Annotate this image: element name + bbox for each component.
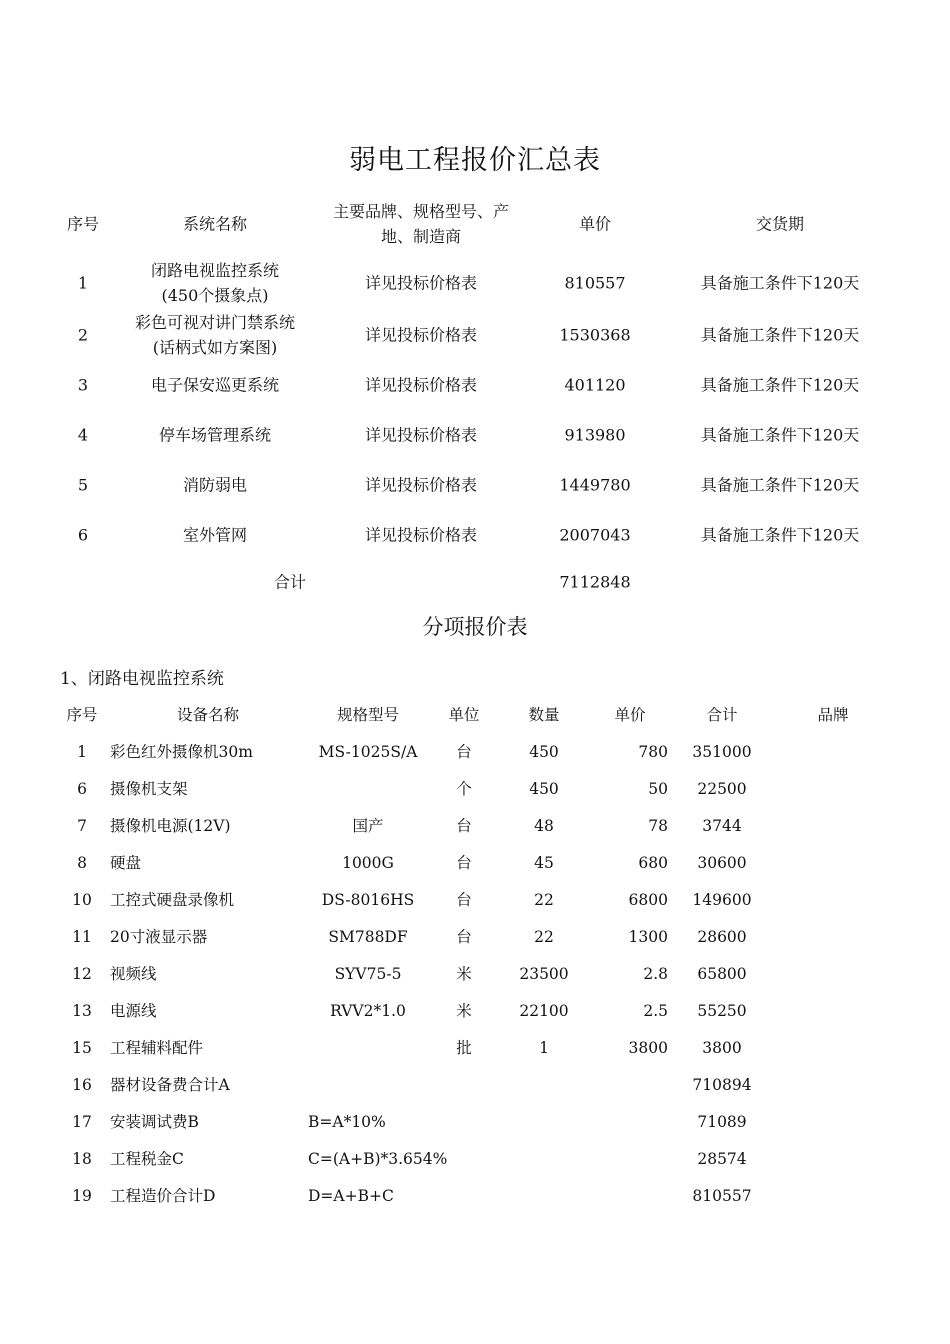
table-row	[0, 922, 950, 959]
row-total: 22500	[697, 780, 747, 798]
row-no: 16	[72, 1076, 92, 1094]
row-device-name: 摄像机电源(12V)	[110, 817, 231, 835]
row-unit: 米	[456, 965, 472, 983]
detail-header-row	[0, 700, 950, 737]
row-no: 19	[72, 1187, 92, 1205]
header-brand-line2: 地、制造商	[380, 227, 461, 246]
row-cost-name: 工程造价合计D	[110, 1187, 216, 1205]
row-delivery: 具备施工条件下120天	[700, 325, 860, 345]
header-brand: 品牌	[817, 706, 849, 724]
row-system-name: 室外管网	[182, 525, 247, 545]
row-no: 12	[72, 965, 92, 983]
row-qty: 23500	[519, 965, 569, 983]
row-cost-name: 工程税金C	[110, 1150, 184, 1168]
header-device-name: 设备名称	[176, 706, 239, 724]
row-no: 8	[77, 854, 87, 872]
row-system-name	[115, 258, 315, 308]
row-unit: 台	[456, 743, 472, 761]
row-cost-name: 安装调试费B	[110, 1113, 199, 1131]
row-unit-price: 2.5	[643, 1002, 668, 1020]
header-unit-price: 单价	[614, 706, 646, 724]
row-qty: 48	[534, 817, 554, 835]
row-unit: 台	[456, 854, 472, 872]
cost-summary-row	[0, 1181, 950, 1218]
row-no: 10	[72, 891, 92, 909]
row-unit-price: 680	[638, 854, 668, 872]
cost-summary-row	[0, 1107, 950, 1144]
row-unit-price: 3800	[628, 1039, 668, 1057]
row-spec: RVV2*1.0	[330, 1002, 406, 1020]
cost-summary-row	[0, 1144, 950, 1181]
header-delivery: 交货期	[755, 214, 804, 234]
row-brand: 详见投标价格表	[364, 475, 477, 495]
header-spec: 规格型号	[336, 706, 399, 724]
row-unit: 批	[456, 1039, 472, 1057]
row-brand: 详见投标价格表	[364, 525, 477, 545]
row-no: 2	[77, 325, 89, 345]
total-label: 合计	[273, 572, 306, 592]
row-no: 1	[77, 743, 87, 761]
header-system-name: 系统名称	[182, 214, 247, 234]
row-total: 71089	[697, 1113, 747, 1131]
row-unit-price: 78	[648, 817, 668, 835]
header-no: 序号	[66, 706, 98, 724]
row-cost-name: 器材设备费合计A	[110, 1076, 230, 1094]
row-price: 401120	[564, 375, 626, 395]
row-brand: 详见投标价格表	[364, 425, 477, 445]
row-price: 2007043	[559, 525, 631, 545]
row-no: 7	[77, 817, 87, 835]
row-spec: SM788DF	[328, 928, 408, 946]
row-system-name-line2: (450个摄象点)	[161, 286, 269, 305]
row-qty: 45	[534, 854, 554, 872]
row-delivery: 具备施工条件下120天	[700, 425, 860, 445]
row-total: 710894	[692, 1076, 752, 1094]
row-unit-price: 2.8	[643, 965, 668, 983]
row-unit-price: 6800	[628, 891, 668, 909]
table-row	[0, 774, 950, 811]
row-no: 4	[77, 425, 89, 445]
header-total: 合计	[706, 706, 738, 724]
row-price: 1530368	[559, 325, 631, 345]
row-total: 3744	[702, 817, 742, 835]
row-device-name: 彩色红外摄像机30m	[110, 743, 253, 761]
row-total: 28574	[697, 1150, 747, 1168]
header-unit-price: 单价	[578, 214, 611, 234]
row-no: 18	[72, 1150, 92, 1168]
row-device-name: 电源线	[110, 1002, 157, 1020]
header-brand	[318, 199, 524, 249]
row-unit: 台	[456, 928, 472, 946]
row-delivery: 具备施工条件下120天	[700, 525, 860, 545]
table-row	[0, 996, 950, 1033]
row-no: 6	[77, 780, 87, 798]
row-total: 3800	[702, 1039, 742, 1057]
row-no: 3	[77, 375, 89, 395]
row-unit: 个	[456, 780, 472, 798]
table-row	[0, 811, 950, 848]
row-spec: DS-8016HS	[321, 891, 415, 909]
row-unit-price: 780	[638, 743, 668, 761]
page-title: 弱电工程报价汇总表	[349, 145, 601, 176]
row-brand: 详见投标价格表	[364, 273, 477, 293]
row-delivery: 具备施工条件下120天	[700, 475, 860, 495]
row-spec: 国产	[352, 817, 384, 835]
row-no: 13	[72, 1002, 92, 1020]
row-total: 30600	[697, 854, 747, 872]
table-row	[0, 959, 950, 996]
row-device-name: 工控式硬盘录像机	[110, 891, 235, 909]
row-system-name	[115, 310, 315, 360]
row-unit: 台	[456, 817, 472, 835]
header-unit: 单位	[448, 706, 480, 724]
row-brand: 详见投标价格表	[364, 375, 477, 395]
row-qty: 1	[539, 1039, 549, 1057]
row-system-name: 消防弱电	[182, 475, 247, 495]
row-qty: 22100	[519, 1002, 569, 1020]
row-brand: 详见投标价格表	[364, 325, 477, 345]
row-no: 15	[72, 1039, 92, 1057]
row-system-name-line1: 彩色可视对讲门禁系统	[134, 313, 295, 332]
row-unit: 米	[456, 1002, 472, 1020]
section-title: 分项报价表	[422, 615, 528, 639]
row-spec: MS-1025S/A	[318, 743, 418, 761]
row-price: 913980	[564, 425, 626, 445]
row-formula: C=(A+B)*3.654%	[308, 1150, 448, 1168]
row-unit-price: 50	[648, 780, 668, 798]
header-brand-line1: 主要品牌、规格型号、产	[332, 202, 509, 221]
row-qty: 22	[534, 891, 554, 909]
row-no: 6	[77, 525, 89, 545]
row-delivery: 具备施工条件下120天	[700, 273, 860, 293]
row-total: 351000	[692, 743, 752, 761]
row-system-name: 电子保安巡更系统	[150, 375, 279, 395]
row-qty: 450	[529, 780, 559, 798]
row-device-name: 摄像机支架	[110, 780, 188, 798]
table-row	[0, 848, 950, 885]
row-no: 5	[77, 475, 89, 495]
row-price: 810557	[564, 273, 626, 293]
row-qty: 450	[529, 743, 559, 761]
row-system-name-line2: (话柄式如方案图)	[152, 338, 278, 357]
row-spec: SYV75-5	[334, 965, 402, 983]
section-heading: 1、闭路电视监控系统	[60, 669, 224, 689]
row-system-name-line1: 闭路电视监控系统	[150, 261, 279, 280]
row-total: 65800	[697, 965, 747, 983]
row-qty: 22	[534, 928, 554, 946]
row-total: 810557	[692, 1187, 752, 1205]
cost-summary-row	[0, 1070, 950, 1107]
row-no: 11	[72, 928, 92, 946]
row-delivery: 具备施工条件下120天	[700, 375, 860, 395]
row-total: 149600	[692, 891, 752, 909]
total-value: 7112848	[559, 572, 631, 592]
row-formula: D=A+B+C	[308, 1187, 394, 1205]
row-no: 17	[72, 1113, 92, 1131]
header-qty: 数量	[528, 706, 560, 724]
row-no: 1	[77, 273, 89, 293]
row-device-name: 硬盘	[110, 854, 142, 872]
row-total: 28600	[697, 928, 747, 946]
table-row	[0, 885, 950, 922]
row-unit-price: 1300	[628, 928, 668, 946]
row-device-name: 20寸液显示器	[110, 928, 208, 946]
row-device-name: 视频线	[110, 965, 157, 983]
row-total: 55250	[697, 1002, 747, 1020]
row-formula: B=A*10%	[308, 1113, 386, 1131]
row-unit: 台	[456, 891, 472, 909]
row-system-name: 停车场管理系统	[158, 425, 271, 445]
row-spec: 1000G	[342, 854, 394, 872]
table-row	[0, 1033, 950, 1070]
row-price: 1449780	[559, 475, 631, 495]
header-no: 序号	[66, 214, 99, 234]
row-device-name: 工程辅料配件	[110, 1039, 204, 1057]
table-row	[0, 737, 950, 774]
